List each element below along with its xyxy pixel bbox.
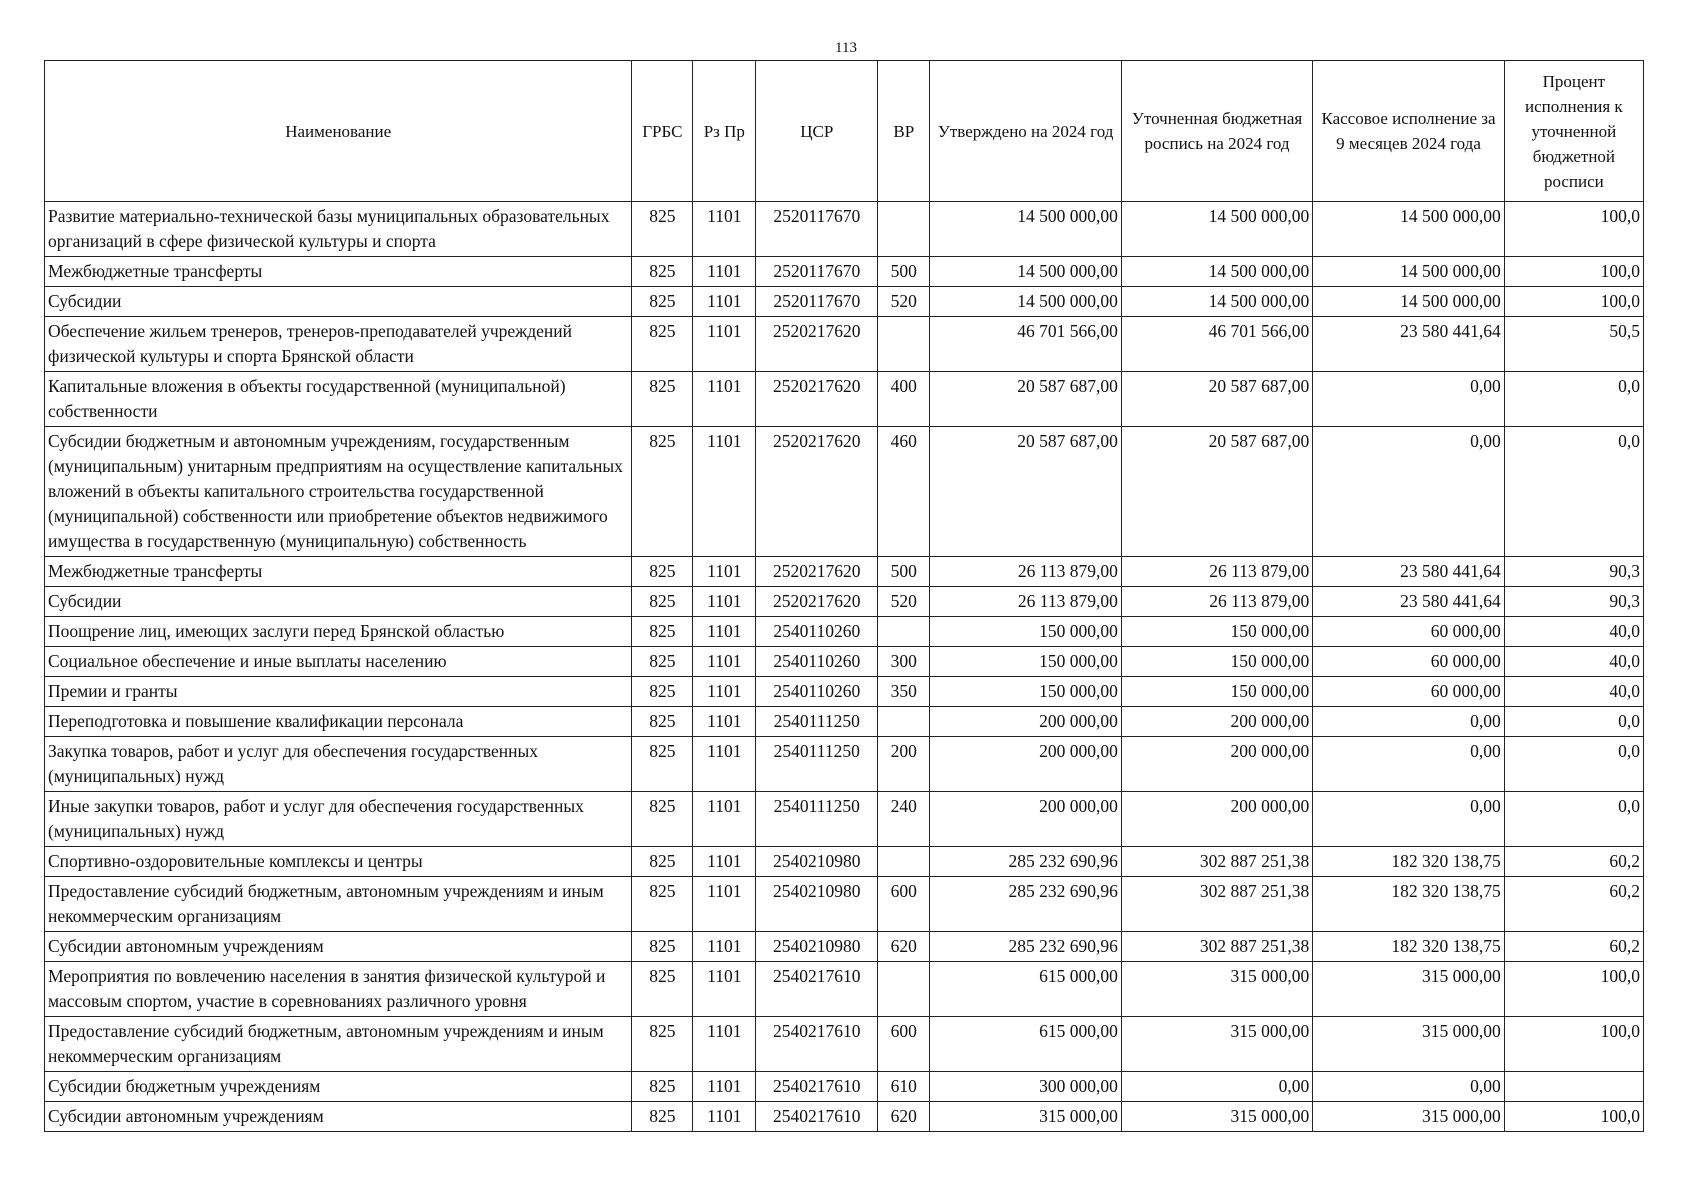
- cell-cash: 315 000,00: [1313, 1017, 1504, 1072]
- cell-percent: 40,0: [1504, 647, 1643, 677]
- cell-grbs: 825: [632, 1072, 693, 1102]
- cell-percent: 100,0: [1504, 257, 1643, 287]
- cell-rzpr: 1101: [693, 372, 756, 427]
- col-header-refined: Уточненная бюджетная роспись на 2024 год: [1121, 61, 1312, 202]
- cell-approved: 150 000,00: [930, 617, 1121, 647]
- cell-rzpr: 1101: [693, 962, 756, 1017]
- cell-approved: 20 587 687,00: [930, 427, 1121, 557]
- cell-name: Субсидии: [45, 587, 632, 617]
- cell-vr: [878, 617, 930, 647]
- table-row: [45, 792, 1644, 847]
- cell-refined: 14 500 000,00: [1121, 202, 1312, 257]
- cell-cash: 0,00: [1313, 427, 1504, 557]
- budget-execution-table: [44, 60, 1644, 1132]
- cell-rzpr: 1101: [693, 1102, 756, 1132]
- table-row: [45, 1017, 1644, 1072]
- cell-grbs: 825: [632, 737, 693, 792]
- cell-name: Иные закупки товаров, работ и услуг для обеспечения государственных (муниципальных) нужд: [45, 792, 632, 847]
- cell-approved: 285 232 690,96: [930, 932, 1121, 962]
- cell-refined: 302 887 251,38: [1121, 877, 1312, 932]
- cell-cash: 60 000,00: [1313, 617, 1504, 647]
- cell-csr: 2540111250: [756, 707, 878, 737]
- cell-percent: 100,0: [1504, 202, 1643, 257]
- cell-cash: 182 320 138,75: [1313, 932, 1504, 962]
- cell-percent: 100,0: [1504, 1102, 1643, 1132]
- cell-approved: 150 000,00: [930, 677, 1121, 707]
- table-row: [45, 617, 1644, 647]
- cell-grbs: 825: [632, 877, 693, 932]
- table-row: [45, 677, 1644, 707]
- col-header-name: Наименование: [45, 61, 632, 202]
- table-row: [45, 372, 1644, 427]
- cell-rzpr: 1101: [693, 1072, 756, 1102]
- cell-percent: 90,3: [1504, 587, 1643, 617]
- cell-grbs: 825: [632, 557, 693, 587]
- cell-cash: 182 320 138,75: [1313, 877, 1504, 932]
- cell-csr: 2520217620: [756, 372, 878, 427]
- cell-approved: 315 000,00: [930, 1102, 1121, 1132]
- cell-csr: 2520217620: [756, 557, 878, 587]
- cell-cash: 315 000,00: [1313, 962, 1504, 1017]
- table-row: [45, 257, 1644, 287]
- cell-cash: 0,00: [1313, 792, 1504, 847]
- cell-vr: 600: [878, 877, 930, 932]
- cell-name: Развитие материально-технической базы муниципальных образовательных организаций в сфере физической культуры и спорта: [45, 202, 632, 257]
- cell-name: Межбюджетные трансферты: [45, 557, 632, 587]
- cell-percent: 100,0: [1504, 287, 1643, 317]
- table-row: [45, 877, 1644, 932]
- cell-grbs: 825: [632, 587, 693, 617]
- cell-cash: 14 500 000,00: [1313, 202, 1504, 257]
- col-header-csr: ЦСР: [756, 61, 878, 202]
- cell-csr: 2520217620: [756, 317, 878, 372]
- cell-cash: 0,00: [1313, 1072, 1504, 1102]
- cell-csr: 2540111250: [756, 737, 878, 792]
- cell-rzpr: 1101: [693, 792, 756, 847]
- cell-grbs: 825: [632, 962, 693, 1017]
- cell-grbs: 825: [632, 317, 693, 372]
- cell-grbs: 825: [632, 202, 693, 257]
- cell-rzpr: 1101: [693, 257, 756, 287]
- cell-cash: 315 000,00: [1313, 1102, 1504, 1132]
- cell-refined: 302 887 251,38: [1121, 847, 1312, 877]
- col-header-percent: Процент исполнения к уточненной бюджетной росписи: [1504, 61, 1643, 202]
- cell-name: Социальное обеспечение и иные выплаты населению: [45, 647, 632, 677]
- cell-approved: 150 000,00: [930, 647, 1121, 677]
- cell-csr: 2540210980: [756, 932, 878, 962]
- cell-refined: 302 887 251,38: [1121, 932, 1312, 962]
- cell-refined: 0,00: [1121, 1072, 1312, 1102]
- cell-csr: 2540217610: [756, 1102, 878, 1132]
- cell-rzpr: 1101: [693, 557, 756, 587]
- cell-csr: 2520117670: [756, 202, 878, 257]
- cell-vr: [878, 202, 930, 257]
- cell-percent: 60,2: [1504, 877, 1643, 932]
- cell-cash: 14 500 000,00: [1313, 287, 1504, 317]
- cell-vr: 240: [878, 792, 930, 847]
- table-row: [45, 202, 1644, 257]
- cell-cash: 60 000,00: [1313, 647, 1504, 677]
- cell-percent: 0,0: [1504, 427, 1643, 557]
- cell-cash: 60 000,00: [1313, 677, 1504, 707]
- cell-grbs: 825: [632, 707, 693, 737]
- cell-rzpr: 1101: [693, 877, 756, 932]
- cell-refined: 20 587 687,00: [1121, 372, 1312, 427]
- cell-rzpr: 1101: [693, 587, 756, 617]
- cell-approved: 615 000,00: [930, 962, 1121, 1017]
- cell-vr: 610: [878, 1072, 930, 1102]
- table-body: [45, 202, 1644, 1132]
- table-row: [45, 847, 1644, 877]
- cell-grbs: 825: [632, 617, 693, 647]
- cell-vr: 300: [878, 647, 930, 677]
- cell-refined: 20 587 687,00: [1121, 427, 1312, 557]
- cell-name: Капитальные вложения в объекты государственной (муниципальной) собственности: [45, 372, 632, 427]
- cell-csr: 2520217620: [756, 427, 878, 557]
- cell-rzpr: 1101: [693, 677, 756, 707]
- cell-rzpr: 1101: [693, 847, 756, 877]
- cell-name: Премии и гранты: [45, 677, 632, 707]
- cell-rzpr: 1101: [693, 427, 756, 557]
- table-row: [45, 1102, 1644, 1132]
- cell-cash: 182 320 138,75: [1313, 847, 1504, 877]
- cell-csr: 2520117670: [756, 287, 878, 317]
- table-row: [45, 647, 1644, 677]
- cell-rzpr: 1101: [693, 647, 756, 677]
- cell-rzpr: 1101: [693, 317, 756, 372]
- cell-name: Субсидии автономным учреждениям: [45, 932, 632, 962]
- cell-percent: 100,0: [1504, 962, 1643, 1017]
- cell-percent: 0,0: [1504, 372, 1643, 427]
- cell-vr: 460: [878, 427, 930, 557]
- cell-rzpr: 1101: [693, 287, 756, 317]
- cell-approved: 200 000,00: [930, 737, 1121, 792]
- cell-grbs: 825: [632, 1102, 693, 1132]
- cell-vr: [878, 962, 930, 1017]
- table-row: [45, 932, 1644, 962]
- table-row: [45, 317, 1644, 372]
- cell-refined: 150 000,00: [1121, 677, 1312, 707]
- cell-grbs: 825: [632, 372, 693, 427]
- cell-grbs: 825: [632, 257, 693, 287]
- cell-vr: 620: [878, 932, 930, 962]
- cell-vr: 350: [878, 677, 930, 707]
- cell-csr: 2540111250: [756, 792, 878, 847]
- cell-percent: 40,0: [1504, 617, 1643, 647]
- page-number: 113: [835, 40, 857, 56]
- cell-csr: 2520217620: [756, 587, 878, 617]
- cell-grbs: 825: [632, 792, 693, 847]
- cell-name: Закупка товаров, работ и услуг для обеспечения государственных (муниципальных) нужд: [45, 737, 632, 792]
- cell-csr: 2540110260: [756, 677, 878, 707]
- cell-approved: 14 500 000,00: [930, 257, 1121, 287]
- cell-refined: 26 113 879,00: [1121, 557, 1312, 587]
- cell-approved: 46 701 566,00: [930, 317, 1121, 372]
- cell-csr: 2540217610: [756, 962, 878, 1017]
- cell-csr: 2540110260: [756, 617, 878, 647]
- cell-refined: 200 000,00: [1121, 737, 1312, 792]
- cell-name: Поощрение лиц, имеющих заслуги перед Брянской областью: [45, 617, 632, 647]
- cell-rzpr: 1101: [693, 707, 756, 737]
- cell-rzpr: 1101: [693, 617, 756, 647]
- cell-vr: [878, 847, 930, 877]
- cell-approved: 285 232 690,96: [930, 847, 1121, 877]
- cell-percent: 100,0: [1504, 1017, 1643, 1072]
- cell-csr: 2540217610: [756, 1072, 878, 1102]
- cell-cash: 23 580 441,64: [1313, 557, 1504, 587]
- cell-refined: 14 500 000,00: [1121, 257, 1312, 287]
- cell-cash: 23 580 441,64: [1313, 317, 1504, 372]
- cell-name: Спортивно-оздоровительные комплексы и центры: [45, 847, 632, 877]
- table-row: [45, 707, 1644, 737]
- header-row: [45, 61, 1644, 202]
- cell-name: Межбюджетные трансферты: [45, 257, 632, 287]
- cell-refined: 46 701 566,00: [1121, 317, 1312, 372]
- cell-grbs: 825: [632, 1017, 693, 1072]
- table-row: [45, 427, 1644, 557]
- cell-refined: 200 000,00: [1121, 707, 1312, 737]
- cell-vr: 600: [878, 1017, 930, 1072]
- cell-vr: 520: [878, 587, 930, 617]
- cell-approved: 285 232 690,96: [930, 877, 1121, 932]
- cell-refined: 150 000,00: [1121, 647, 1312, 677]
- table-row: [45, 587, 1644, 617]
- cell-refined: 315 000,00: [1121, 962, 1312, 1017]
- cell-csr: 2540210980: [756, 877, 878, 932]
- cell-cash: 0,00: [1313, 707, 1504, 737]
- col-header-grbs: ГРБС: [632, 61, 693, 202]
- cell-grbs: 825: [632, 932, 693, 962]
- cell-percent: 0,0: [1504, 737, 1643, 792]
- cell-csr: 2540217610: [756, 1017, 878, 1072]
- cell-rzpr: 1101: [693, 202, 756, 257]
- table-row: [45, 287, 1644, 317]
- cell-grbs: 825: [632, 677, 693, 707]
- cell-csr: 2540110260: [756, 647, 878, 677]
- col-header-cash: Кассовое исполнение за 9 месяцев 2024 года: [1313, 61, 1504, 202]
- cell-csr: 2540210980: [756, 847, 878, 877]
- table-row: [45, 1072, 1644, 1102]
- cell-name: Предоставление субсидий бюджетным, автономным учреждениям и иным некоммерческим организациям: [45, 877, 632, 932]
- cell-vr: 620: [878, 1102, 930, 1132]
- cell-percent: 0,0: [1504, 792, 1643, 847]
- cell-cash: 14 500 000,00: [1313, 257, 1504, 287]
- cell-name: Субсидии бюджетным учреждениям: [45, 1072, 632, 1102]
- col-header-approved: Утверждено на 2024 год: [930, 61, 1121, 202]
- cell-grbs: 825: [632, 847, 693, 877]
- cell-grbs: 825: [632, 647, 693, 677]
- cell-rzpr: 1101: [693, 932, 756, 962]
- col-header-rzpr: Рз Пр: [693, 61, 756, 202]
- cell-cash: 23 580 441,64: [1313, 587, 1504, 617]
- cell-percent: 90,3: [1504, 557, 1643, 587]
- cell-refined: 14 500 000,00: [1121, 287, 1312, 317]
- cell-percent: [1504, 1072, 1643, 1102]
- cell-name: Субсидии автономным учреждениям: [45, 1102, 632, 1132]
- cell-grbs: 825: [632, 427, 693, 557]
- cell-name: Мероприятия по вовлечению населения в занятия физической культурой и массовым спортом, участие в соревнованиях различного уровня: [45, 962, 632, 1017]
- cell-cash: 0,00: [1313, 372, 1504, 427]
- cell-vr: 500: [878, 257, 930, 287]
- cell-rzpr: 1101: [693, 1017, 756, 1072]
- cell-approved: 26 113 879,00: [930, 587, 1121, 617]
- cell-name: Переподготовка и повышение квалификации персонала: [45, 707, 632, 737]
- col-header-vr: ВР: [878, 61, 930, 202]
- cell-refined: 200 000,00: [1121, 792, 1312, 847]
- cell-grbs: 825: [632, 287, 693, 317]
- cell-csr: 2520117670: [756, 257, 878, 287]
- table-row: [45, 557, 1644, 587]
- cell-refined: 315 000,00: [1121, 1017, 1312, 1072]
- table-row: [45, 962, 1644, 1017]
- cell-approved: 14 500 000,00: [930, 202, 1121, 257]
- cell-name: Обеспечение жильем тренеров, тренеров-преподавателей учреждений физической культуры и спорта Брянской области: [45, 317, 632, 372]
- cell-rzpr: 1101: [693, 737, 756, 792]
- cell-percent: 60,2: [1504, 847, 1643, 877]
- table-row: [45, 737, 1644, 792]
- cell-refined: 150 000,00: [1121, 617, 1312, 647]
- cell-approved: 200 000,00: [930, 707, 1121, 737]
- cell-name: Субсидии: [45, 287, 632, 317]
- cell-approved: 615 000,00: [930, 1017, 1121, 1072]
- cell-name: Предоставление субсидий бюджетным, автономным учреждениям и иным некоммерческим организациям: [45, 1017, 632, 1072]
- cell-approved: 200 000,00: [930, 792, 1121, 847]
- cell-name: Субсидии бюджетным и автономным учреждениям, государственным (муниципальным) унитарным предприятиям на осуществление капитальных вложений в объекты капитального строительства государственной (муниципальной) собственности или приобретение объектов недвижимого имущества в государственную (муниципальную) собственность: [45, 427, 632, 557]
- cell-vr: 200: [878, 737, 930, 792]
- cell-approved: 20 587 687,00: [930, 372, 1121, 427]
- cell-approved: 300 000,00: [930, 1072, 1121, 1102]
- cell-cash: 0,00: [1313, 737, 1504, 792]
- cell-percent: 40,0: [1504, 677, 1643, 707]
- cell-approved: 14 500 000,00: [930, 287, 1121, 317]
- cell-percent: 60,2: [1504, 932, 1643, 962]
- cell-vr: 520: [878, 287, 930, 317]
- cell-approved: 26 113 879,00: [930, 557, 1121, 587]
- cell-percent: 0,0: [1504, 707, 1643, 737]
- cell-percent: 50,5: [1504, 317, 1643, 372]
- cell-vr: [878, 317, 930, 372]
- cell-refined: 315 000,00: [1121, 1102, 1312, 1132]
- cell-refined: 26 113 879,00: [1121, 587, 1312, 617]
- cell-vr: 400: [878, 372, 930, 427]
- cell-vr: 500: [878, 557, 930, 587]
- cell-vr: [878, 707, 930, 737]
- table-header: [45, 61, 1644, 202]
